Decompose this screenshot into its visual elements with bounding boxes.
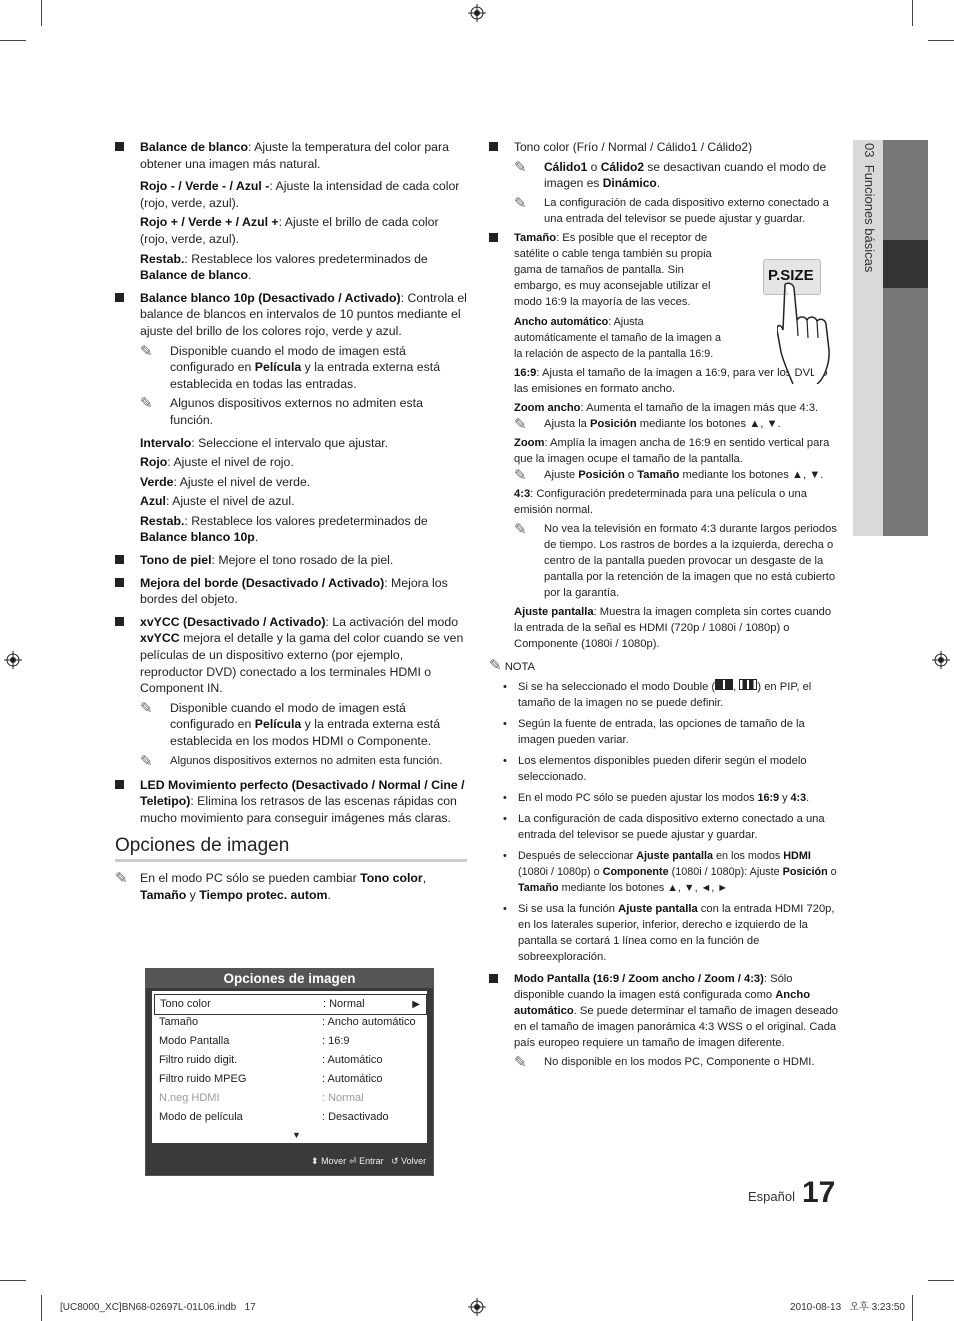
menu-row[interactable]: Filtro ruido digit. : Automático [159,1054,383,1066]
list-item: Balance de blanco: Ajuste la temperatura del color para obtener una imagen más natural. [115,139,467,172]
pencil-icon: ✎ [514,158,527,176]
enter-icon: ⏎ [349,1156,357,1166]
pencil-icon: ✎ [489,656,502,674]
pencil-icon: ✎ [514,520,527,538]
wb-reset: Restab.: Restablece los valores predeterminados de Balance de blanco. [140,251,428,283]
list-item: Tamaño: Es posible que el receptor de satélite o cable tenga también su propia gama de tamaños de pantalla. Sin embargo, es muy aconsejable utilizar el modo 16:9 la mayoría de las veces. [489,230,839,310]
wb10-interval: Intervalo: Seleccione el intervalo que ajustar. [140,435,389,450]
wb-rgb-plus: Rojo + / Verde + / Azul +: Ajuste el brillo de cada color (rojo, verde, azul). [140,215,439,246]
side-tab-label: 03 Funciones básicas [862,143,877,273]
double-pip-icon [739,679,757,690]
menu-row[interactable]: Filtro ruido MPEG : Automático [159,1073,383,1085]
note: ✎ Disponible cuando el modo de imagen está configurado en Película y la entrada externa está establecida en todas las entradas. [140,342,441,391]
note: ✎ La configuración de cada dispositivo externo conectado a una entrada del televisor se puede ajustar y guardar. [514,194,829,225]
scroll-down-icon[interactable]: ▼ [292,1130,301,1140]
side-tab-band [883,140,928,536]
menu-row[interactable]: Modo de película : Desactivado [159,1111,389,1123]
wb10-blue: Azul: Ajuste el nivel de azul. [140,494,295,509]
registration-mark-icon [468,4,486,22]
list-item: • En el modo PC sólo se pueden ajustar los modos 16:9 y 4:3. [503,790,839,806]
print-slug-right: 2010-08-13 오후 3:23:50 [790,1302,905,1313]
note: ✎ Disponible cuando el modo de imagen está configurado en Película y la entrada externa está establecida en los modos HDMI o Componente. [140,699,441,748]
size-fit: Ajuste pantalla: Muestra la imagen completa sin cortes cuando la entrada de la señal es HDMI (720p / 1080i / 1080p) o Componente (1080i / 1080p). [514,605,832,650]
registration-mark-icon [4,651,22,669]
section-title: Opciones de imagen [115,838,467,862]
wb10-red: Rojo: Ajuste el nivel de rojo. [140,455,294,470]
list-item: • Después de seleccionar Ajuste pantalla en los modos HDMI (1080i / 1080p) o Componente (1080i / 1080p): Ajuste Posición o Tamaño mediante los botones ▲, ▼, ◄, ► [503,848,839,896]
list-item: Tono de piel: Mejore el tono rosado de la piel. [115,552,467,569]
psize-button: P.SIZE [763,259,821,295]
page-number: 17 [802,1176,836,1209]
pencil-icon: ✎ [140,699,153,717]
nota-heading: ✎ NOTA [489,656,535,674]
list-item: Modo Pantalla (16:9 / Zoom ancho / Zoom / 4:3): Sólo disponible cuando la imagen está configurada como Ancho automático. Se puede determinar el tamaño de imagen deseado en el tamaño de imagen panorámica 4:3 WSS o el original. Cada país europeo requiere un tamaño de imagen diferente. [489,971,839,1051]
note: ✎ No disponible en los modos PC, Componente o HDMI. [514,1053,815,1071]
note: ✎ Ajuste Posición o Tamaño mediante los botones ▲, ▼. [514,466,824,484]
pencil-icon: ✎ [140,342,153,360]
wb10-green: Verde: Ajuste el nivel de verde. [140,474,311,489]
menu-row[interactable]: Modo Pantalla : 16:9 [159,1035,350,1047]
osd-menu [145,968,434,1176]
pencil-icon: ✎ [514,194,527,212]
wb-rgb-minus: Rojo - / Verde - / Azul -: Ajuste la intensidad de cada color (rojo, verde, azul). [140,179,460,210]
pencil-icon: ✎ [514,466,527,484]
size-169: 16:9: Ajusta el tamaño de la imagen a 16:9, para ver los DVD o las emisiones en formato ancho. [514,366,828,395]
list-item: • La configuración de cada dispositivo externo conectado a una entrada del televisor se puede ajustar y guardar. [503,811,839,843]
note: ✎ Algunos dispositivos externos no admiten esta función. [140,752,443,770]
list-item: Balance blanco 10p (Desactivado / Activado): Controla el balance de blancos en intervalos de 10 puntos mediante el ajuste del brillo de los colores rojo, verde y azul. [115,290,467,340]
note: ✎ Algunos dispositivos externos no admiten esta función. [140,395,423,427]
side-tab-marker [883,240,928,288]
hand-pointer-icon [777,280,843,384]
wb10-reset: Restab.: Restablece los valores predeterminados de Balance blanco 10p. [140,513,428,545]
note: ✎ No vea la televisión en formato 4:3 durante largos periodos de tiempo. Los rastros de bordes a la izquierda, derecha o centro de la pantalla pueden provocar un desgaste de la pantalla por la retención de la imagen que no está cubierto por la garantía. [514,520,837,599]
footer-language: Español [748,1189,795,1204]
print-slug-left: [UC8000_XC]BN68-02697L-01L06.indb 17 [60,1302,256,1313]
updown-icon: ⬍ [311,1156,319,1166]
arrow-right-icon: ▶ [412,999,420,1010]
list-item: Tono color (Frío / Normal / Cálido1 / Cálido2) [489,139,839,156]
list-item: • Los elementos disponibles pueden diferir según el modelo seleccionado. [503,753,839,785]
registration-mark-icon [932,651,950,669]
return-icon: ↺ [391,1156,399,1166]
menu-row[interactable]: Tamaño : Ancho automático [159,1016,416,1028]
registration-mark-icon [468,1298,486,1316]
menu-footer: ⬍ Mover ⏎ Entrar ↺ Volver [311,1156,427,1166]
note: ✎ Ajusta la Posición mediante los botones ▲, ▼. [514,415,781,433]
list-item: • Si se usa la función Ajuste pantalla con la entrada HDMI 720p, en los laterales superior, inferior, derecho e izquierdo de la pantalla se cortará 1 línea como en la función de sobreexploración. [503,901,839,965]
left-column [115,139,467,906]
menu-body [152,991,427,1143]
pencil-icon: ✎ [140,395,153,413]
size-auto: Ancho automático: Ajusta automáticamente el tamaño de la imagen a la relación de aspecto de la pantalla 16:9. [514,315,722,360]
list-item: xvYCC (Desactivado / Activado): La activación del modo xvYCC mejora el detalle y la gama del color cuando se ven películas de un dispositivo externo (por ejemplo, reproductor DVD) conectado a los terminales HDMI o Component IN. [115,614,467,697]
size-zoom: Zoom: Amplía la imagen ancha de 16:9 en sentido vertical para que la imagen ocupe el tamaño de la pantalla. [514,436,830,465]
pencil-icon: ✎ [514,1053,527,1071]
menu-title: Opciones de imagen [146,969,433,988]
menu-row-disabled: N.neg HDMI : Normal [159,1092,364,1104]
list-item: • Si se ha seleccionado el modo Double ( , ) en PIP, el tamaño de la imagen no se puede definir. [503,679,839,711]
size-43: 4:3: Configuración predeterminada para una película o una emisión normal. [514,487,807,516]
pencil-icon: ✎ [115,869,128,887]
note: ✎ Cálido1 o Cálido2 se desactivan cuando el modo de imagen es Dinámico. [514,158,827,190]
double-pip-icon [715,679,733,690]
pencil-icon: ✎ [140,752,153,770]
pencil-icon: ✎ [514,415,527,433]
list-item: • Según la fuente de entrada, las opciones de tamaño de la imagen pueden variar. [503,716,839,748]
list-item: Mejora del borde (Desactivado / Activado): Mejora los bordes del objeto. [115,575,467,608]
list-item: LED Movimiento perfecto (Desactivado / Normal / Cine / Teletipo): Elimina los retrasos de las escenas rápidas con mucho movimiento para conseguir imágenes más claras. [115,777,467,827]
size-zoom-wide: Zoom ancho: Aumenta el tamaño de la imagen más que 4:3. [514,401,819,414]
pc-note: ✎ En el modo PC sólo se pueden cambiar Tono color, Tamaño y Tiempo protec. autom. [115,869,427,902]
psize-remote-illustration [755,252,845,384]
menu-row-tono-color[interactable]: Tono color : Normal ▶ [154,994,427,1015]
